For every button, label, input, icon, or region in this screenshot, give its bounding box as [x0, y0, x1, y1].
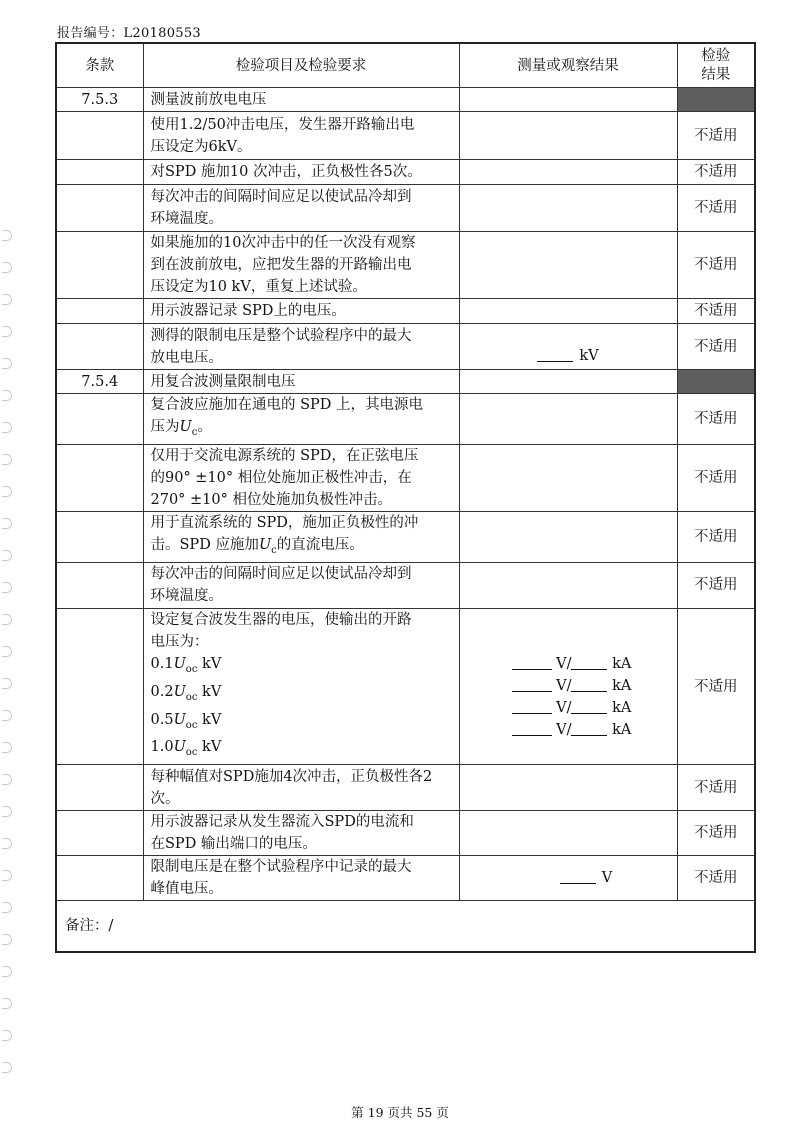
- requirement-text: 如果施加的10次冲击中的任一次没有观察 到在波前放电，应把发生器的开路输出电 压设定为10 kV，重复上述试验。: [143, 232, 459, 299]
- inspection-table: [55, 42, 756, 953]
- remark-text: 备注：/: [56, 901, 755, 953]
- table-row: [56, 562, 755, 608]
- remark-row: [56, 901, 755, 953]
- result-value: 不适用: [677, 511, 755, 562]
- measurement-line: V/ kA: [512, 675, 677, 697]
- clause-number: 7.5.3: [56, 88, 143, 112]
- result-value: 不适用: [677, 299, 755, 324]
- table-row: [56, 765, 755, 811]
- table-row: [56, 160, 755, 185]
- requirement-text: 用示波器记录从发生器流入SPD的电流和 在SPD 输出端口的电压。: [143, 811, 459, 856]
- table-row: [56, 856, 755, 901]
- measurement-blank: [537, 347, 573, 362]
- table-row: [56, 185, 755, 232]
- binder-holes: [0, 0, 14, 1141]
- result-value: 不适用: [677, 856, 755, 901]
- voltage-level-2: $0.2U_{oc}$ kV: [150, 683, 222, 703]
- section-title: 用复合波测量限制电压: [143, 370, 459, 394]
- measurement-unit: kV: [579, 347, 599, 364]
- result-shaded-cell: [677, 88, 755, 112]
- result-value: 不适用: [677, 160, 755, 185]
- table-row: [56, 608, 755, 765]
- requirement-text: 对SPD 施加10 次冲击，正负极性各5次。: [143, 160, 459, 185]
- requirement-text: 用示波器记录 SPD上的电压。: [143, 299, 459, 324]
- result-value: 不适用: [677, 112, 755, 160]
- table-row: [56, 811, 755, 856]
- measure-cell: [459, 324, 677, 370]
- result-shaded-cell: [677, 370, 755, 394]
- result-value: 不适用: [677, 608, 755, 765]
- requirement-text: 复合波应施加在通电的 SPD 上，其电源电 压为$U_c$。: [143, 394, 459, 445]
- requirement-text: 使用1.2/50冲击电压，发生器开路输出电 压设定为6kV。: [143, 112, 459, 160]
- requirement-text: 每种幅值对SPD施加4次冲击，正负极性各2 次。: [143, 765, 459, 811]
- table-row: [56, 88, 755, 112]
- measure-cell: [459, 856, 677, 901]
- header-measure: 测量或观察结果: [459, 43, 677, 88]
- requirement-text: 限制电压是在整个试验程序中记录的最大 峰值电压。: [143, 856, 459, 901]
- result-value: 不适用: [677, 232, 755, 299]
- table-row: [56, 299, 755, 324]
- requirement-text: 设定复合波发生器的电压，使输出的开路 电压为： $0.1U_{oc}$ kV $0.2U_{oc}$ kV $0.5U_{oc}$ kV $1.0U_{oc}$ kV: [143, 608, 459, 765]
- result-value: 不适用: [677, 185, 755, 232]
- voltage-level-4: $1.0U_{oc}$ kV: [150, 739, 222, 759]
- result-value: 不适用: [677, 811, 755, 856]
- requirement-text: 测得的限制电压是整个试验程序中的最大 放电电压。: [143, 324, 459, 370]
- table-row: [56, 370, 755, 394]
- result-value: 不适用: [677, 324, 755, 370]
- header-item: 检验项目及检验要求: [143, 43, 459, 88]
- measure-cell: [459, 88, 677, 112]
- voltage-level-3: $0.5U_{oc}$ kV: [150, 711, 222, 731]
- result-value: 不适用: [677, 444, 755, 511]
- requirement-text: 每次冲击的间隔时间应足以使试品冷却到 环境温度。: [143, 185, 459, 232]
- measure-cell: [459, 608, 677, 765]
- table-row: [56, 112, 755, 160]
- requirement-text: 每次冲击的间隔时间应足以使试品冷却到 环境温度。: [143, 562, 459, 608]
- clause-number: 7.5.4: [56, 370, 143, 394]
- result-value: 不适用: [677, 394, 755, 445]
- table-row: [56, 324, 755, 370]
- table-row: [56, 511, 755, 562]
- voltage-level-1: $0.1U_{oc}$ kV: [150, 655, 222, 675]
- result-value: 不适用: [677, 562, 755, 608]
- result-value: 不适用: [677, 765, 755, 811]
- measurement-blank: [560, 869, 596, 884]
- table-row: [56, 232, 755, 299]
- table-row: [56, 444, 755, 511]
- header-clause: 条款: [56, 43, 143, 88]
- table-header-row: [56, 43, 755, 88]
- table-row: [56, 394, 755, 445]
- measurement-unit: V: [601, 870, 613, 887]
- requirement-text: 用于直流系统的 SPD，施加正负极性的冲 击。SPD 应施加$U_c$的直流电压。: [143, 511, 459, 562]
- requirement-text: 仅用于交流电源系统的 SPD，在正弦电压 的90° ±10° 相位处施加正极性冲击，在 270° ±10° 相位处施加负极性冲击。: [143, 444, 459, 511]
- page-number: 第 19 页共 55 页: [351, 1105, 449, 1120]
- header-result: 检验 结果: [677, 43, 755, 88]
- section-title: 测量波前放电电压: [143, 88, 459, 112]
- measurement-line: V/ kA: [512, 653, 677, 675]
- report-number: 报告编号：L20180553: [57, 26, 202, 41]
- measurement-line: V/ kA: [512, 697, 677, 719]
- measurement-line: V/ kA: [512, 719, 677, 741]
